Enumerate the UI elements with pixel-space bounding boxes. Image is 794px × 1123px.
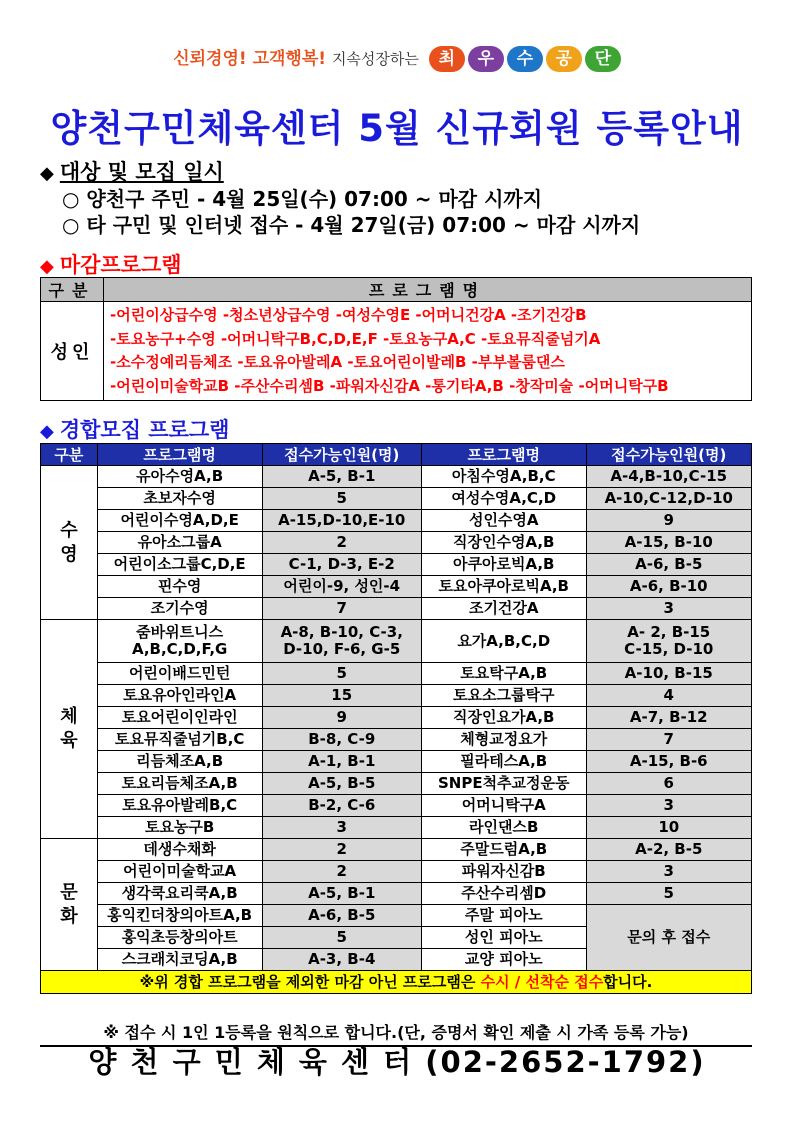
program-name: 어린이미술학교A [97, 861, 262, 883]
closed-program-list: -어린이상급수영 -청소년상급수영 -여성수영E -어머니건강A -조기건강B -토요농구+수영 -어머니탁구B,C,D,E,F -토요농구A,C -토요뮤직줄넘기A -소수정예리듬체조 -토요유아발레A -토요어린이발레B -부부볼룸댄스 -어린이미술학교B -주산수리셈B -파워자신감A -통기타A,B -창작미술 -어머니탁구B [104, 302, 752, 401]
table-row [41, 839, 752, 861]
program-name: 토요유아발레B,C [97, 795, 262, 817]
capacity: A-6, B-5 [262, 905, 421, 927]
footer-contact: 양 천 구 민 체 육 센 터 (02-2652-1792) [88, 1045, 706, 1079]
program-name: 조기수영 [97, 598, 262, 620]
competitive-programs-table [40, 443, 752, 994]
category-cell: 문 화 [41, 839, 98, 971]
program-name: 직장인수영A,B [421, 532, 586, 554]
table-header: 접수가능인원(명) [586, 444, 751, 466]
capacity: 10 [586, 817, 751, 839]
table-row [41, 598, 752, 620]
logo-char: 최 [429, 46, 465, 72]
notice-text: 합니다. [603, 972, 653, 991]
slogan-part2: 고객행복! [252, 49, 327, 69]
program-name: 핀수영 [97, 576, 262, 598]
capacity: 2 [262, 861, 421, 883]
capacity: A-3, B-4 [262, 949, 421, 971]
section-competitive-heading: ◆ 경합모집 프로그램 [40, 418, 230, 442]
capacity: B-8, C-9 [262, 729, 421, 751]
category-cell: 수 영 [41, 466, 98, 620]
table-header: 프로그램명 [97, 444, 262, 466]
table-header: 구분 [41, 278, 104, 302]
closed-programs-table [40, 277, 752, 401]
program-name: 라인댄스B [421, 817, 586, 839]
notice-cell [41, 971, 752, 994]
table-row [41, 510, 752, 532]
program-name: SNPE척추교정운동 [421, 773, 586, 795]
capacity: B-2, C-6 [262, 795, 421, 817]
capacity: A-8, B-10, C-3, D-10, F-6, G-5 [262, 620, 421, 663]
table-row [41, 905, 752, 927]
company-logo [429, 46, 621, 72]
program-name: 교양 피아노 [421, 949, 586, 971]
program-name: 조기건강A [421, 598, 586, 620]
table-header: 프로그램명 [104, 278, 752, 302]
program-name: 어린이수영A,D,E [97, 510, 262, 532]
capacity: 7 [262, 598, 421, 620]
capacity: 2 [262, 839, 421, 861]
capacity: 4 [586, 685, 751, 707]
program-name: 유아수영A,B [97, 466, 262, 488]
capacity: A-5, B-1 [262, 883, 421, 905]
capacity: 3 [586, 795, 751, 817]
capacity: 7 [586, 729, 751, 751]
program-name: 홍익킨더창의아트A,B [97, 905, 262, 927]
table-row [41, 883, 752, 905]
schedule-item: ○ 양천구 주민 - 4월 25일(수) 07:00 ~ 마감 시까지 [62, 187, 543, 211]
program-name: 성인 피아노 [421, 927, 586, 949]
section-schedule-heading: ◆ 대상 및 모집 일시 [40, 160, 224, 184]
program-name: 여성수영A,C,D [421, 488, 586, 510]
capacity: A-5, B-5 [262, 773, 421, 795]
capacity: 5 [262, 488, 421, 510]
capacity: A-15, B-10 [586, 532, 751, 554]
table-row [41, 773, 752, 795]
slogan-part1: 신뢰경영! [173, 49, 247, 69]
program-name: 직장인요가A,B [421, 707, 586, 729]
table-row [41, 685, 752, 707]
notice-row [41, 971, 752, 994]
table-row [41, 861, 752, 883]
program-name: 토요뮤직줄넘기B,C [97, 729, 262, 751]
table-row [41, 729, 752, 751]
table-header: 프로그램명 [421, 444, 586, 466]
program-name: 체형교정요가 [421, 729, 586, 751]
program-name: 데생수채화 [97, 839, 262, 861]
program-name: 아쿠아로빅A,B [421, 554, 586, 576]
capacity: A-6, B-10 [586, 576, 751, 598]
capacity: A-10,C-12,D-10 [586, 488, 751, 510]
table-row [41, 488, 752, 510]
notice-text: ※위 경합 프로그램을 제외한 마감 아닌 프로그램은 [139, 972, 481, 991]
table-row [41, 532, 752, 554]
program-name: 주산수리셈D [421, 883, 586, 905]
program-name: 어린이배드민턴 [97, 663, 262, 685]
program-name: 초보자수영 [97, 488, 262, 510]
capacity: 6 [586, 773, 751, 795]
program-name: 스크래치코딩A,B [97, 949, 262, 971]
program-name: 토요리듬체조A,B [97, 773, 262, 795]
category-cell: 성인 [41, 302, 104, 401]
capacity: 9 [586, 510, 751, 532]
capacity: C-1, D-3, E-2 [262, 554, 421, 576]
table-row [41, 817, 752, 839]
program-name: 토요어린이인라인 [97, 707, 262, 729]
program-name: 생각쿡요리쿡A,B [97, 883, 262, 905]
capacity: 3 [586, 598, 751, 620]
capacity: 5 [262, 663, 421, 685]
program-name: 어머니탁구A [421, 795, 586, 817]
notice-highlight: 수시 / 선착순 접수 [480, 972, 604, 991]
table-row [41, 751, 752, 773]
capacity: 15 [262, 685, 421, 707]
program-name: 요가A,B,C,D [421, 620, 586, 663]
logo-char: 수 [507, 46, 543, 72]
table-row [41, 576, 752, 598]
table-row [41, 663, 752, 685]
slogan [0, 44, 794, 72]
capacity: A-10, B-15 [586, 663, 751, 685]
capacity: 3 [262, 817, 421, 839]
table-header: 접수가능인원(명) [262, 444, 421, 466]
program-name: 성인수영A [421, 510, 586, 532]
diamond-bullet-icon: ◆ [40, 256, 54, 277]
capacity: 2 [262, 532, 421, 554]
capacity: A-4,B-10,C-15 [586, 466, 751, 488]
capacity: 5 [586, 883, 751, 905]
section-closed-heading: ◆ 마감프로그램 [40, 253, 182, 277]
program-name: 주말드럼A,B [421, 839, 586, 861]
table-row [41, 466, 752, 488]
capacity: 3 [586, 861, 751, 883]
capacity: 문의 후 접수 [586, 905, 751, 971]
table-header: 구분 [41, 444, 98, 466]
program-name: 토요소그룹탁구 [421, 685, 586, 707]
logo-char: 우 [468, 46, 504, 72]
program-name: 아침수영A,B,C [421, 466, 586, 488]
program-name: 토요농구B [97, 817, 262, 839]
diamond-bullet-icon: ◆ [40, 421, 54, 442]
program-name: 토요아쿠아로빅A,B [421, 576, 586, 598]
capacity: 9 [262, 707, 421, 729]
program-name: 홍익초등창의아트 [97, 927, 262, 949]
capacity: 어린이-9, 성인-4 [262, 576, 421, 598]
schedule-item: ○ 타 구민 및 인터넷 접수 - 4월 27일(금) 07:00 ~ 마감 시까지 [62, 213, 641, 237]
capacity: A-5, B-1 [262, 466, 421, 488]
capacity: A-1, B-1 [262, 751, 421, 773]
capacity: A-2, B-5 [586, 839, 751, 861]
capacity: A-15,D-10,E-10 [262, 510, 421, 532]
program-name: 줌바위트니스 A,B,C,D,F,G [97, 620, 262, 663]
program-name: 토요유아인라인A [97, 685, 262, 707]
program-name: 유아소그룹A [97, 532, 262, 554]
program-name: 리듬체조A,B [97, 751, 262, 773]
diamond-bullet-icon: ◆ [40, 163, 54, 184]
program-name: 토요탁구A,B [421, 663, 586, 685]
capacity: A-6, B-5 [586, 554, 751, 576]
page-title: 양천구민체육센터 5월 신규회원 등록안내 [50, 107, 744, 150]
program-name: 어린이소그룹C,D,E [97, 554, 262, 576]
table-row [41, 707, 752, 729]
capacity: A- 2, B-15 C-15, D-10 [586, 620, 751, 663]
category-cell: 체 육 [41, 620, 98, 839]
program-name: 주말 피아노 [421, 905, 586, 927]
capacity: A-7, B-12 [586, 707, 751, 729]
capacity: 5 [262, 927, 421, 949]
table-row [41, 795, 752, 817]
logo-char: 공 [546, 46, 582, 72]
table-row [41, 620, 752, 663]
program-name: 파워자신감B [421, 861, 586, 883]
logo-char: 단 [585, 46, 621, 72]
registration-note: ※ 접수 시 1인 1등록을 원칙으로 합니다.(단, 증명서 확인 제출 시 가족 등록 가능) [40, 1020, 752, 1047]
program-name: 필라테스A,B [421, 751, 586, 773]
slogan-part3: 지속성장하는 [331, 50, 419, 68]
capacity: A-15, B-6 [586, 751, 751, 773]
table-row [41, 554, 752, 576]
